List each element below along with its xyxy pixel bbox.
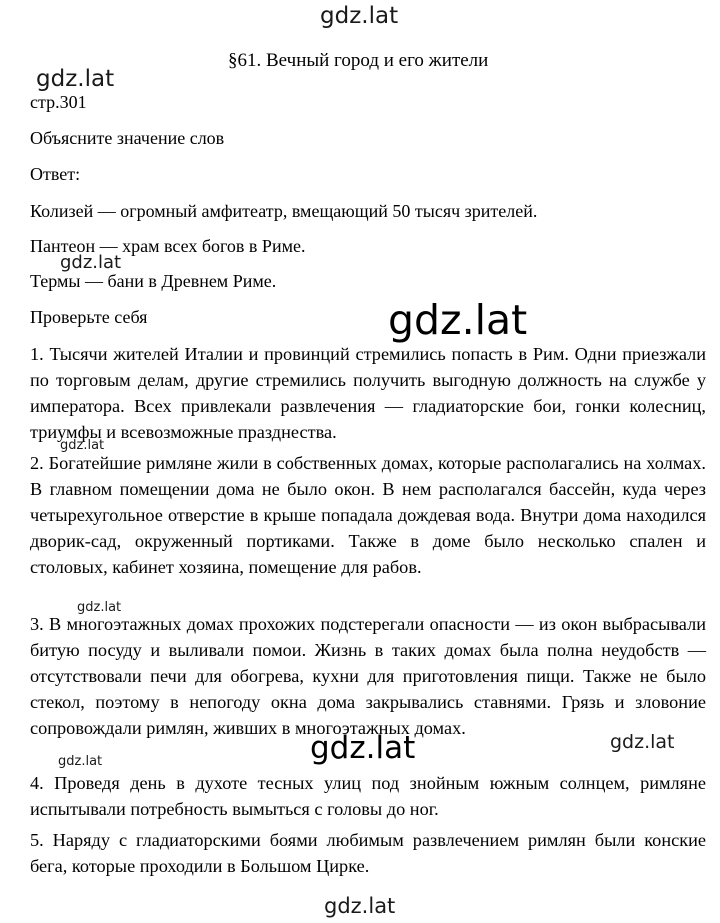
- answer-3: 3. В многоэтажных домах прохожих подстерегали опасности — из окон выбрасывали битую посуду и выливали помои. Жизнь в таких домах была полна неудобств — отсутствовали печи для обогрева, кухни для приготовления пищи. Также не было стекол, поэтому в непогоду окна дома закрывались ставнями. Грязь и зловоние сопровождали римлян, живших в многоэтажных домах.: [30, 614, 706, 738]
- answer-1: 1. Тысячи жителей Италии и провинций стремились попасть в Рим. Одни приезжали по торговым делам, другие стремились получить выгодную должность на службе у императора. Всех привлекали развлечения — гладиаторские бои, гонки колесниц, триумфы и всевозможные празднества.: [30, 344, 706, 442]
- watermark-right: gdz.lat: [610, 731, 675, 753]
- definition-pantheon: Пантеон — храм всех богов в Риме.: [30, 236, 306, 256]
- answer-4: 4. Проведя день в духоте тесных улиц под знойным южным солнцем, римляне испытывали потребность вымыться с головы до ног.: [30, 773, 706, 819]
- answer-2: 2. Богатейшие римляне жили в собственных домах, которые располагались на холмах. В главном помещении дома не было окон. В нем располагался бассейн, куда через четырехугольное отверстие в крыше попадала дождевая вода. Внутри дома находился дворик-сад, окруженный портиками. Также в доме было несколько спален и столовых, кабинет хозяина, помещение для рабов.: [30, 453, 706, 577]
- definition-colosseum: Колизей — огромный амфитеатр, вмещающий 50 тысяч зрителей.: [30, 201, 538, 221]
- watermark-middle: gdz.lat: [310, 730, 416, 766]
- definition-thermae: Термы — бани в Древнем Риме.: [30, 271, 277, 291]
- check-heading: Проверьте себя: [30, 307, 148, 327]
- task-heading: Объясните значение слов: [30, 128, 225, 148]
- watermark-large: gdz.lat: [388, 296, 528, 344]
- page-reference: стр.301: [30, 92, 87, 112]
- watermark-left-2: gdz.lat: [60, 252, 122, 273]
- watermark-small-3: gdz.lat: [58, 754, 103, 769]
- watermark-small-1: gdz.lat: [60, 438, 105, 453]
- watermark-bottom: gdz.lat: [324, 894, 396, 918]
- watermark-top: gdz.lat: [320, 3, 399, 29]
- answer-label: Ответ:: [30, 164, 81, 184]
- watermark-left: gdz.lat: [36, 66, 115, 92]
- watermark-small-2: gdz.lat: [77, 600, 122, 615]
- answer-5: 5. Наряду с гладиаторскими боями любимым развлечением римлян были конские бега, которые проходили в Большом Цирке.: [30, 830, 706, 876]
- page-title: §61. Вечный город и его жители: [228, 50, 489, 71]
